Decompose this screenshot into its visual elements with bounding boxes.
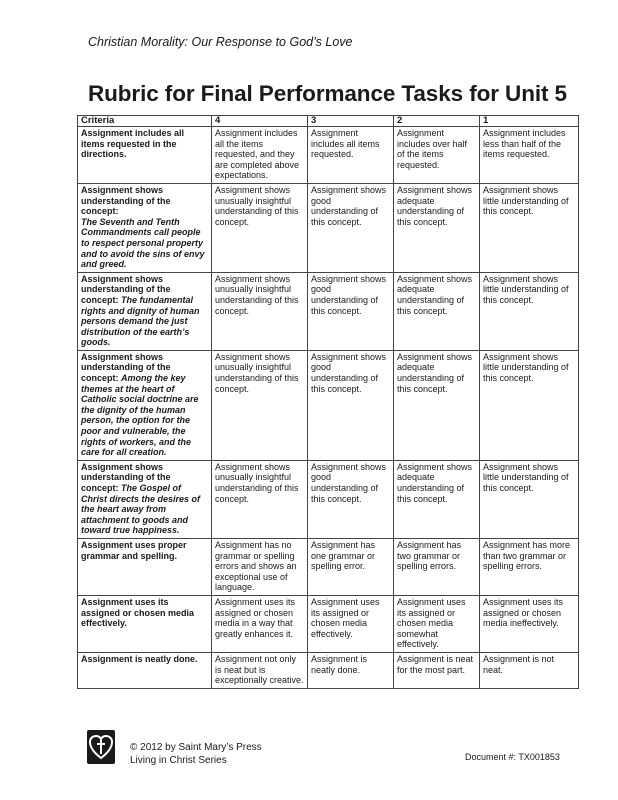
score-3-cell: Assignment uses its assigned or chosen media effectively. <box>308 595 394 652</box>
table-row <box>78 350 579 460</box>
criteria-cell <box>78 127 212 184</box>
score-3-cell: Assignment shows good understanding of this concept. <box>308 183 394 272</box>
score-3-cell: Assignment shows good understanding of this concept. <box>308 272 394 350</box>
criteria-text: Assignment uses proper grammar and spelling. <box>81 539 187 561</box>
table-row <box>78 183 579 272</box>
series-title: Christian Morality: Our Response to God’s Love <box>88 35 353 49</box>
table-row <box>78 652 579 688</box>
table-row <box>78 538 579 595</box>
criteria-concept: The Seventh and Tenth Commandments call people to respect personal property and to avoid the sins of envy and greed. <box>81 216 205 270</box>
copyright-text: © 2012 by Saint Mary’s Press <box>130 742 262 753</box>
score-2-cell: Assignment shows adequate understanding of this concept. <box>394 272 480 350</box>
table-header-row <box>78 116 579 127</box>
table-row <box>78 460 579 538</box>
score-3-cell: Assignment shows good understanding of this concept. <box>308 350 394 460</box>
document-number: Document #: TX001853 <box>465 752 560 762</box>
score-1-cell: Assignment shows little understanding of this concept. <box>480 183 579 272</box>
score-1-cell: Assignment shows little understanding of this concept. <box>480 272 579 350</box>
criteria-text: Assignment shows understanding of the concept: <box>81 273 171 305</box>
score-3-cell: Assignment has one grammar or spelling error. <box>308 538 394 595</box>
saint-marys-press-logo-icon <box>87 730 115 764</box>
criteria-concept: The fundamental rights and dignity of human persons demand the just distribution of the earth’s goods. <box>81 294 200 348</box>
criteria-cell <box>78 350 212 460</box>
score-3-cell: Assignment includes all items requested. <box>308 127 394 184</box>
criteria-cell <box>78 272 212 350</box>
score-3-cell: Assignment is neatly done. <box>308 652 394 688</box>
score-2-cell: Assignment shows adequate understanding of this concept. <box>394 183 480 272</box>
score-1-cell: Assignment shows little understanding of this concept. <box>480 350 579 460</box>
criteria-text: Assignment uses its assigned or chosen media effectively. <box>81 596 195 629</box>
table-row <box>78 595 579 652</box>
page-title: Rubric for Final Performance Tasks for Unit 5 <box>88 81 567 106</box>
score-4-cell: Assignment includes all the items requested, and they are completed above expectations. <box>212 127 308 184</box>
score-4-cell: Assignment shows unusually insightful understanding of this concept. <box>212 350 308 460</box>
column-header-4: 4 <box>212 116 308 127</box>
score-4-cell: Assignment not only is neat but is exceptionally creative. <box>212 652 308 688</box>
score-1-cell: Assignment includes less than half of the items requested. <box>480 127 579 184</box>
column-header-criteria: Criteria <box>78 116 212 127</box>
score-4-cell: Assignment shows unusually insightful understanding of this concept. <box>212 460 308 538</box>
score-4-cell: Assignment has no grammar or spelling errors and shows an exceptional use of language. <box>212 538 308 595</box>
column-header-2: 2 <box>394 116 480 127</box>
series-name: Living in Christ Series <box>130 755 227 766</box>
score-1-cell: Assignment has more than two grammar or spelling errors. <box>480 538 579 595</box>
score-2-cell: Assignment shows adequate understanding of this concept. <box>394 350 480 460</box>
score-1-cell: Assignment is not neat. <box>480 652 579 688</box>
table-row <box>78 127 579 184</box>
criteria-concept: Among the key themes at the heart of Catholic social doctrine are the dignity of the human person, the option for the poor and vulnerable, the rights of workers, and the care for all creation. <box>81 373 199 458</box>
score-1-cell: Assignment shows little understanding of this concept. <box>480 460 579 538</box>
criteria-cell <box>78 538 212 595</box>
criteria-cell <box>78 460 212 538</box>
criteria-text: Assignment is neatly done. <box>81 653 198 664</box>
score-4-cell: Assignment shows unusually insightful understanding of this concept. <box>212 183 308 272</box>
score-4-cell: Assignment uses its assigned or chosen media in a way that greatly enhances it. <box>212 595 308 652</box>
score-1-cell: Assignment uses its assigned or chosen media ineffectively. <box>480 595 579 652</box>
rubric-table <box>77 115 579 689</box>
criteria-concept: The Gospel of Christ directs the desires of the heart away from attachment to goods and toward true happiness. <box>81 483 201 536</box>
footer-copyright-block <box>130 741 262 767</box>
score-2-cell: Assignment is neat for the most part. <box>394 652 480 688</box>
score-2-cell: Assignment has two grammar or spelling errors. <box>394 538 480 595</box>
score-4-cell: Assignment shows unusually insightful understanding of this concept. <box>212 272 308 350</box>
criteria-cell <box>78 652 212 688</box>
criteria-text: Assignment shows understanding of the concept: <box>81 184 171 217</box>
table-row <box>78 272 579 350</box>
score-2-cell: Assignment includes over half of the items requested. <box>394 127 480 184</box>
score-3-cell: Assignment shows good understanding of this concept. <box>308 460 394 538</box>
criteria-text: Assignment shows understanding of the concept: <box>81 461 171 493</box>
criteria-cell <box>78 183 212 272</box>
score-2-cell: Assignment shows adequate understanding of this concept. <box>394 460 480 538</box>
score-2-cell: Assignment uses its assigned or chosen media somewhat effectively. <box>394 595 480 652</box>
criteria-cell <box>78 595 212 652</box>
column-header-3: 3 <box>308 116 394 127</box>
criteria-text: Assignment shows understanding of the concept: <box>81 351 171 384</box>
criteria-text: Assignment includes all items requested in the directions. <box>81 128 185 160</box>
column-header-1: 1 <box>480 116 579 127</box>
